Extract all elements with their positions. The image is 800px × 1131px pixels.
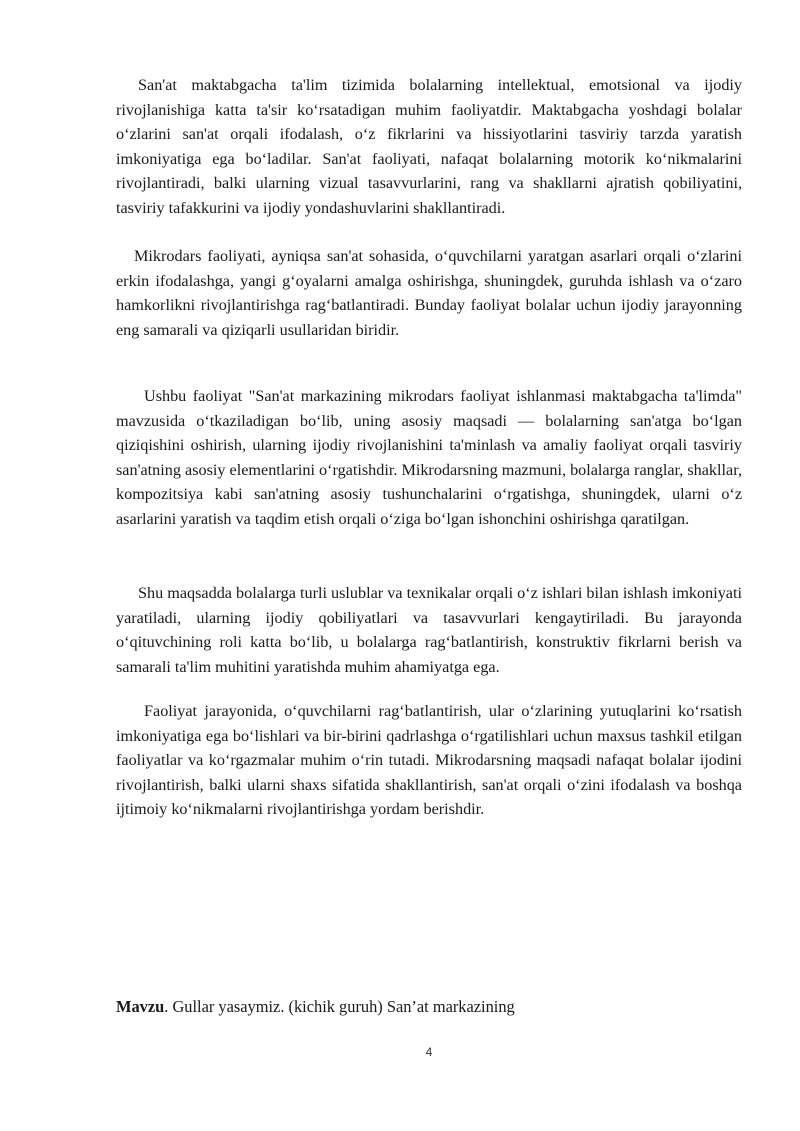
page-number: 4 (425, 1045, 433, 1059)
paragraph-4: Shu maqsadda bolalarga turli uslublar va texnikalar orqali o‘z ishlari bilan ishlash imkoniyati yaratiladi, ularning ijodiy qobiliyatlari va tasavvurlari kengaytiriladi. Bu jarayonda o‘qituvchining roli katta bo‘lib, u bolalarga rag‘batlantirish, konstruktiv fikrlarni berish va samarali ta'lim muhitini yaratishda muhim ahamiyatga ega. (116, 584, 742, 676)
paragraph-1: San'at maktabgacha ta'lim tizimida bolalarning intellektual, emotsional va ijodiy rivojlanishiga katta ta'sir ko‘rsatadigan muhim faoliyatdir. Maktabgacha yoshdagi bolalar o‘zlarini san'at orqali ifodalash, o‘z fikrlarini va hissiyotlarini tasviriy tarzda yaratish imkoniyatiga ega bo‘ladilar. San'at faoliyati, nafaqat bolalarning motorik ko‘nikmalarini rivojlantiradi, balki ularning vizual tasavvurlarini, rang va shakllarni ajratish qobiliyatini, tasviriy tafakkurini va ijodiy yondashuvlarini shakllantiradi. (116, 76, 742, 217)
paragraph-3: Ushbu faoliyat "San'at markazining mikrodars faoliyat ishlanmasi maktabgacha ta'limda" mavzusida o‘tkaziladigan bo‘lib, uning asosiy maqsadi — bolalarning san'atga bo‘lgan qiziqishini oshirish, ularning ijodiy rivojlanishini ta'minlash va amaliy faoliyat orqali tasviriy san'atning asosiy elementlarini o‘rgatishdir. Mikrodarsning mazmuni, bolalarga ranglar, shakllar, kompozitsiya kabi san'atning asosiy tushunchalarini o‘rgatishga, shuningdek, ularni o‘z asarlarini yaratish va taqdim etish orqali o‘ziga bo‘lgan ishonchini oshirishga qaratilgan. (116, 387, 742, 528)
paragraph-5: Faoliyat jarayonida, o‘quvchilarni rag‘batlantirish, ular o‘zlarining yutuqlarini ko‘rsatish imkoniyatiga ega bo‘lishlari va bir-birini qadrlashga o‘rgatilishlari uchun maxsus tashkil etilgan faoliyatlar va ko‘rgazmalar muhim o‘rin tutadi. Mikrodarsning maqsadi nafaqat bolalar ijodini rivojlantirish, balki ularni shaxs sifatida shakllantirish, san'at orqali o‘zini ifodalash va boshqa ijtimoiy ko‘nikmalarni rivojlantirishga yordam berishdir. (116, 702, 742, 819)
topic-text: . Gullar yasaymiz. (kichik guruh) San’at markazining (164, 997, 515, 1016)
topic-line (116, 995, 515, 1019)
paragraph-2: Mikrodars faoliyati, ayniqsa san'at sohasida, o‘quvchilarni yaratgan asarlari orqali o‘zlarini erkin ifodalashga, yangi g‘oyalarni amalga oshirishga, shuningdek, guruhda ishlash va o‘zaro hamkorlikni rivojlantirishga rag‘batlantiradi. Bunday faoliyat bolalar uchun ijodiy jarayonning eng samarali va qiziqarli usullaridan biridir. (116, 247, 742, 339)
topic-label: Mavzu (116, 997, 165, 1016)
